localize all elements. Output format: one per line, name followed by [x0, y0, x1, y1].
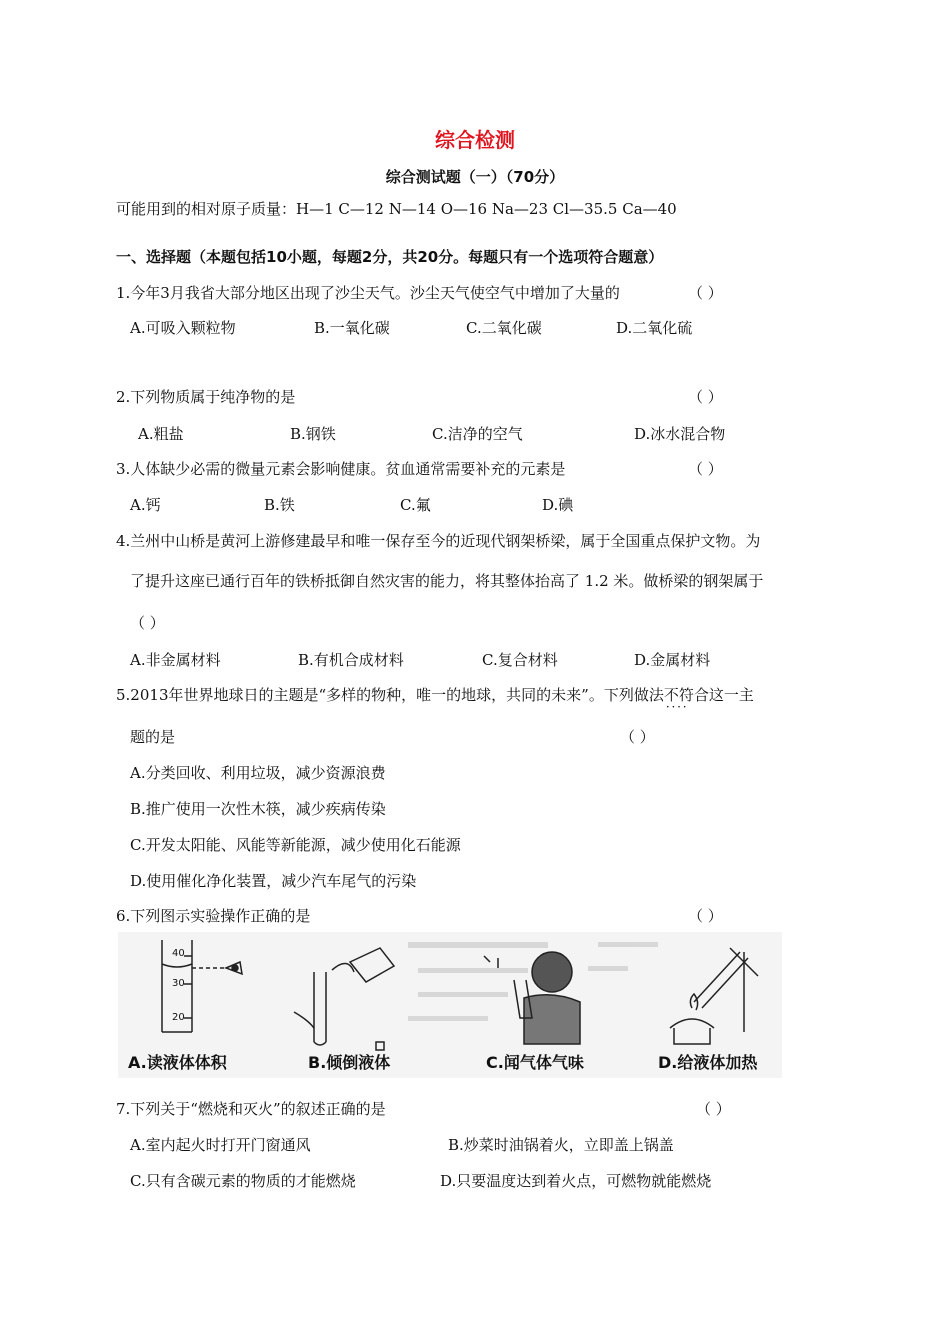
- child-smelling-icon: [484, 952, 580, 1044]
- lab-operations-figure: [118, 932, 782, 1078]
- test-tube-heating-icon: [670, 948, 758, 1044]
- option-c: C.洁净的空气: [432, 425, 523, 443]
- answer-blank: （ ）: [620, 728, 655, 746]
- option-c: C.开发太阳能、风能等新能源，减少使用化石能源: [130, 836, 461, 854]
- option-c: C.氟: [400, 496, 431, 514]
- emphasized-text: 不符合 · ·: [664, 686, 709, 704]
- answer-blank: （ ）: [688, 460, 723, 478]
- option-b: B.有机合成材料: [298, 651, 404, 669]
- tick-20: 20: [172, 1012, 185, 1023]
- option-d: D.二氧化硫: [616, 319, 693, 337]
- question-7-stem: 7.下列关于“燃烧和灭火”的叙述正确的是: [116, 1100, 386, 1118]
- figure-label-d: D.给液体加热: [658, 1053, 758, 1072]
- option-b: B.铁: [264, 496, 295, 514]
- eye-icon: [226, 962, 242, 974]
- question-3-stem: 3.人体缺少必需的微量元素会影响健康。贫血通常需要补充的元素是: [116, 460, 566, 478]
- option-a: A.室内起火时打开门窗通风: [130, 1136, 311, 1154]
- answer-blank: （ ）: [688, 907, 723, 925]
- figure-label-b: B.倾倒液体: [308, 1053, 391, 1072]
- section-heading: 一、选择题（本题包括10小题，每题2分，共20分。每题只有一个选项符合题意）: [116, 248, 664, 266]
- question-1-stem: 1.今年3月我省大部分地区出现了沙尘天气。沙尘天气使空气中增加了大量的: [116, 284, 620, 302]
- answer-blank: （ ）: [130, 614, 165, 632]
- page-title: 综合检测: [435, 128, 515, 152]
- question-4-stem-line2: 了提升这座已通行百年的铁桥抵御自然灾害的能力，将其整体抬高了 1.2 米。做桥梁的钢架属于: [130, 572, 764, 590]
- question-5-stem-line1: [116, 684, 754, 705]
- option-a: A.可吸入颗粒物: [130, 319, 236, 337]
- stem-text: 5.2013年世界地球日的主题是“多样的物种，唯一的地球，共同的未来”。下列做法: [116, 686, 664, 704]
- answer-blank: （ ）: [696, 1100, 731, 1118]
- answer-blank: （ ）: [688, 284, 723, 302]
- option-d: D.冰水混合物: [634, 425, 726, 443]
- question-6-stem: 6.下列图示实验操作正确的是: [116, 907, 311, 925]
- option-a: A.钙: [130, 496, 161, 514]
- stem-text: 这一主: [708, 686, 754, 704]
- figure-label-a: A.读液体体积: [128, 1053, 227, 1072]
- option-a: A.粗盐: [138, 425, 184, 443]
- option-a: A.非金属材料: [130, 651, 221, 669]
- option-a: A.分类回收、利用垃圾，减少资源浪费: [130, 764, 386, 782]
- option-b: B.一氧化碳: [314, 319, 390, 337]
- figure-label-c: C.闻气体气味: [486, 1053, 584, 1072]
- option-d: D.金属材料: [634, 651, 711, 669]
- question-4-stem-line1: 4.兰州中山桥是黄河上游修建最早和唯一保存至今的近现代钢架桥梁，属于全国重点保护文物。为: [116, 532, 761, 550]
- option-d: D.使用催化净化装置，减少汽车尾气的污染: [130, 872, 417, 890]
- option-d: D.碘: [542, 496, 574, 514]
- atomic-masses: 可能用到的相对原子质量：H—1 C—12 N—14 O—16 Na—23 Cl—35.5 Ca—40: [116, 200, 677, 218]
- option-c: C.二氧化碳: [466, 319, 542, 337]
- option-d: D.只要温度达到着火点，可燃物就能燃烧: [440, 1172, 712, 1190]
- option-b: B.推广使用一次性木筷，减少疾病传染: [130, 800, 386, 818]
- tick-40: 40: [172, 948, 185, 959]
- page-subtitle: 综合测试题（一）（70分）: [385, 168, 565, 186]
- answer-blank: （ ）: [688, 388, 723, 406]
- option-c: C.只有含碳元素的物质的才能燃烧: [130, 1172, 356, 1190]
- question-2-stem: 2.下列物质属于纯净物的是: [116, 388, 296, 406]
- tick-30: 30: [172, 978, 185, 989]
- question-5-stem-line2: 题的是: [130, 728, 176, 746]
- option-b: B.炒菜时油锅着火，立即盖上锅盖: [448, 1136, 674, 1154]
- pouring-bottle-icon: [294, 948, 394, 1050]
- option-c: C.复合材料: [482, 651, 558, 669]
- option-b: B.钢铁: [290, 425, 336, 443]
